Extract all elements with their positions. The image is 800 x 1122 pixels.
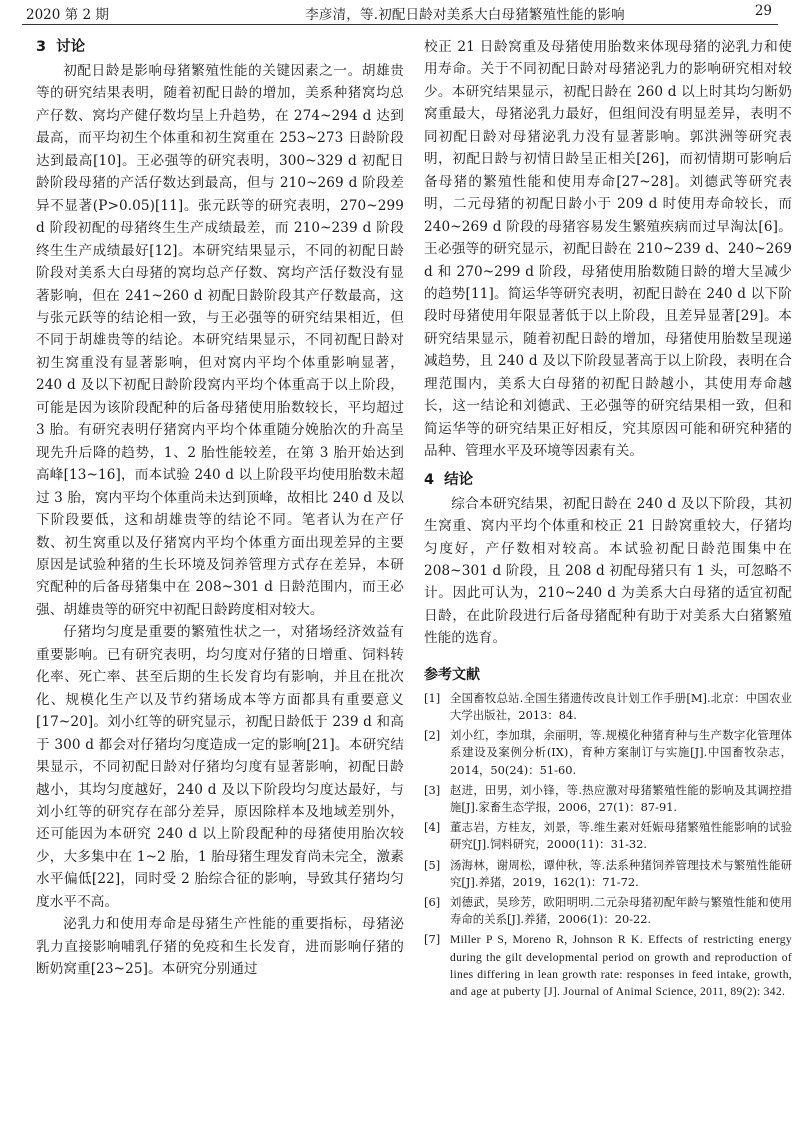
discussion-paragraph-2: 仔猪均匀度是重要的繁殖性状之一，对猪场经济效益有重要影响。已有研究表明，均匀度对仔猪的日增重、饲料转化率、死亡率、甚至后期的生长发育均有影响，并且在批次化、规模化生产以及节约猪场成本等方面都具有重要意义[17~20]。刘小红等的研究显示，初配日龄低于 239 d 和高于 300 d 都会对仔猪均匀度造成一定的影响[21]。本研究结果显示，不同初配日龄对仔猪均匀度有显著影响，初配日龄越小，其均匀度越好，240 d 及以下阶段均匀度达最好，与刘小红等的研究存在部分差异，原因除样本及地域差别外，还可能因为本研究 240 d 以上阶段配种的母猪使用胎次较少，大多集中在 1~2 胎，1 胎母猪生理发育尚未完全，激素水平偏低[22]，同时受 2 胎综合征的影响，导致其仔猪均匀度水平不高。 — [36, 624, 404, 910]
reference-item — [424, 857, 792, 891]
reference-text: 汤海林，谢周松，谭仲秋，等.法系种猪饲养管理技术与繁殖性能研究[J].养猪，2019，162(1)：71-72. — [450, 857, 792, 889]
reference-number: [2] — [424, 728, 441, 743]
discussion-paragraph-3-continued: 校正 21 日龄窝重及母猪使用胎数来体现母猪的泌乳力和使用寿命。关于不同初配日龄对母猪泌乳力的影响研究相对较少。本研究结果显示，初配日龄在 260 d 以上时其均匀断奶窝重最大，母猪泌乳力最好，但组间没有明显差异，表明不同初配日龄对母猪泌乳力没有显著影响。郭洪洲等研究表明，初配日龄与初情日龄呈正相关[26]，而初情期可影响后备母猪的繁殖性能和使用寿命[27~28]。刘德武等研究表明，二元母猪的初配日龄小于 209 d 时使用寿命较长，而 240~269 d 阶段的母猪容易发生繁殖疾病而过早淘汰[6]。王必强等的研究显示，初配日龄在 210~239 d、240~269 d 和 270~299 d 阶段，母猪使用胎数随日龄的增大呈减少的趋势[11]。简运华等研究表明，初配日龄在 240 d 以下阶段时母猪使用年限显著低于以上阶段，且差异显著[29]。本研究结果显示，随着初配日龄的增加，母猪使用胎数呈现递减趋势，且 240 d 及以下阶段显著高于以上阶段，表明在合理范围内，美系大白母猪的初配日龄越小，其使用寿命越长，这一结论和刘德武、王必强等的研究结果相一致，但和简运华等的研究结果正好相反，究其原因可能和研究种猪的品种、管理水平及环境等因素有关。 — [424, 39, 792, 460]
reference-text: 刘德武，吴珍芳，欧阳明明.二元杂母猪初配年龄与繁殖性能和使用寿命的关系[J].养猪，2006(1)：20-22. — [450, 895, 792, 927]
reference-number: [7] — [424, 932, 441, 947]
reference-text: 董志岩，方桂友，刘景，等.维生素对妊娠母猪繁殖性能影响的试验研究[J].饲料研究，2000(11)：31-32. — [450, 820, 792, 852]
reference-item — [424, 782, 792, 816]
reference-item — [424, 894, 792, 928]
right-column — [424, 36, 792, 1003]
issue-label: 2020 第 2 期 — [26, 7, 109, 23]
section-heading-discussion — [36, 36, 404, 58]
references-heading: 参考文献 — [424, 666, 480, 683]
reference-item — [424, 727, 792, 779]
running-title: 李彦清，等.初配日龄对美系大白母猪繁殖性能的影响 — [305, 7, 625, 23]
reference-number: [4] — [424, 820, 441, 835]
reference-number: [1] — [424, 690, 441, 705]
section-heading-conclusion — [424, 469, 792, 491]
conclusion-paragraph: 综合本研究结果，初配日龄在 240 d 及以下阶段，其初生窝重、窝内平均个体重和校正 21 日龄窝重较大，仔猪均匀度好，产仔数相对较高。本试验初配日龄范围集中在 208~301 d 阶段，且 208 d 初配母猪只有 1 头，可忽略不计。因此可认为，210~240 d 为美系大白母猪的适宜初配日龄，在此阶段进行后备母猪配种有助于对美系大白猪繁殖性能的选育。 — [424, 495, 792, 647]
section-number: 3 — [36, 39, 47, 55]
discussion-paragraph-3: 泌乳力和使用寿命是母猪生产性能的重要指标，母猪泌乳力直接影响哺乳仔猪的免疫和生长发育，进而影响仔猪的断奶窝重[23~25]。本研究分别通过 — [36, 916, 404, 978]
reference-number: [3] — [424, 782, 441, 797]
reference-text: 赵进，田男，刘小锋，等.热应激对母猪繁殖性能的影响及其调控措施[J].家畜生态学报，2006，27(1)：87-91. — [450, 782, 792, 814]
page-number: 29 — [754, 3, 772, 19]
reference-text: Miller P S, Moreno R, Johnson R K. Effects of restricting energy during the gilt developmental period on growth and reproduction of lines differing in lean growth rate: responses in feed intake, growth, and age at puberty [J]. Journal of Animal Science, 2011, 89(2): 342. — [450, 933, 792, 999]
section-number: 4 — [424, 471, 435, 488]
reference-item — [424, 819, 792, 853]
section-title: 结论 — [444, 471, 474, 488]
reference-item — [424, 931, 792, 1000]
reference-text: 刘小红，李加琪，余丽明，等.规模化种猪育种与生产数字化管理体系建设及案例分析(IX)，育种方案制订与实施[J].中国畜牧杂志，2014，50(24)：51-60. — [450, 728, 792, 777]
left-column — [36, 36, 404, 981]
reference-text: 全国畜牧总站.全国生猪遗传改良计划工作手册[M].北京：中国农业大学出版社，2013：84. — [450, 690, 792, 722]
discussion-paragraph-1: 初配日龄是影响母猪繁殖性能的关键因素之一。胡雄贵等的研究结果表明，随着初配日龄的增加，美系种猪窝均总产仔数、窝均产健仔数均呈上升趋势，在 274~294 d 达到最高，而平均初生个体重和初生窝重在 253~273 日龄阶段达到最高[10]。王必强等的研究表明，300~329 d 初配日龄阶段母猪的产活仔数达到最高，但与 210~269 d 阶段差异不显著(P>0.05)[11]。张元跃等的研究表明，270~299 d 阶段初配的母猪终生生产成绩最差，而 210~239 d 阶段终生生产成绩最好[12]。本研究结果显示，不同的初配日龄阶段对美系大白母猪的窝均总产仔数、窝均产活仔数没有显著影响，但在 241~260 d 初配日龄阶段其产仔数最高，这与张元跃等的结论相一致，与王必强等的研究结果相近，但不同于胡雄贵等的结论。本研究结果显示，不同初配日龄对初生窝重没有显著影响，但对窝内平均个体重影响显著，240 d 及以下初配日龄阶段窝内平均个体重高于以上阶段，可能是因为该阶段配种的后备母猪使用胎数较长，平均超过 3 胎。有研究表明仔猪窝内平均个体重随分娩胎次的升高呈现先升后降的趋势，1、2 胎性能较差，在第 3 胎开始达到高峰[13~16]，而本试验 240 d 以上阶段平均使用胎数未超过 3 胎，窝内平均个体重尚未达到顶峰，故相比 240 d 及以下阶段要低，这和胡雄贵等的结论不同。笔者认为在产仔数、初生窝重以及仔猪窝内平均个体重方面出现差异的主要原因是试验种猪的生长环境及饲养管理方式存在差异，本研究配种的后备母猪集中在 208~301 d 日龄范围内，而王必强、胡雄贵等的研究中初配日龄跨度相对较大。 — [36, 63, 404, 618]
running-header — [22, 0, 778, 25]
section-title: 讨论 — [56, 39, 86, 55]
reference-item — [424, 690, 792, 724]
reference-number: [5] — [424, 857, 441, 872]
reference-number: [6] — [424, 895, 441, 910]
